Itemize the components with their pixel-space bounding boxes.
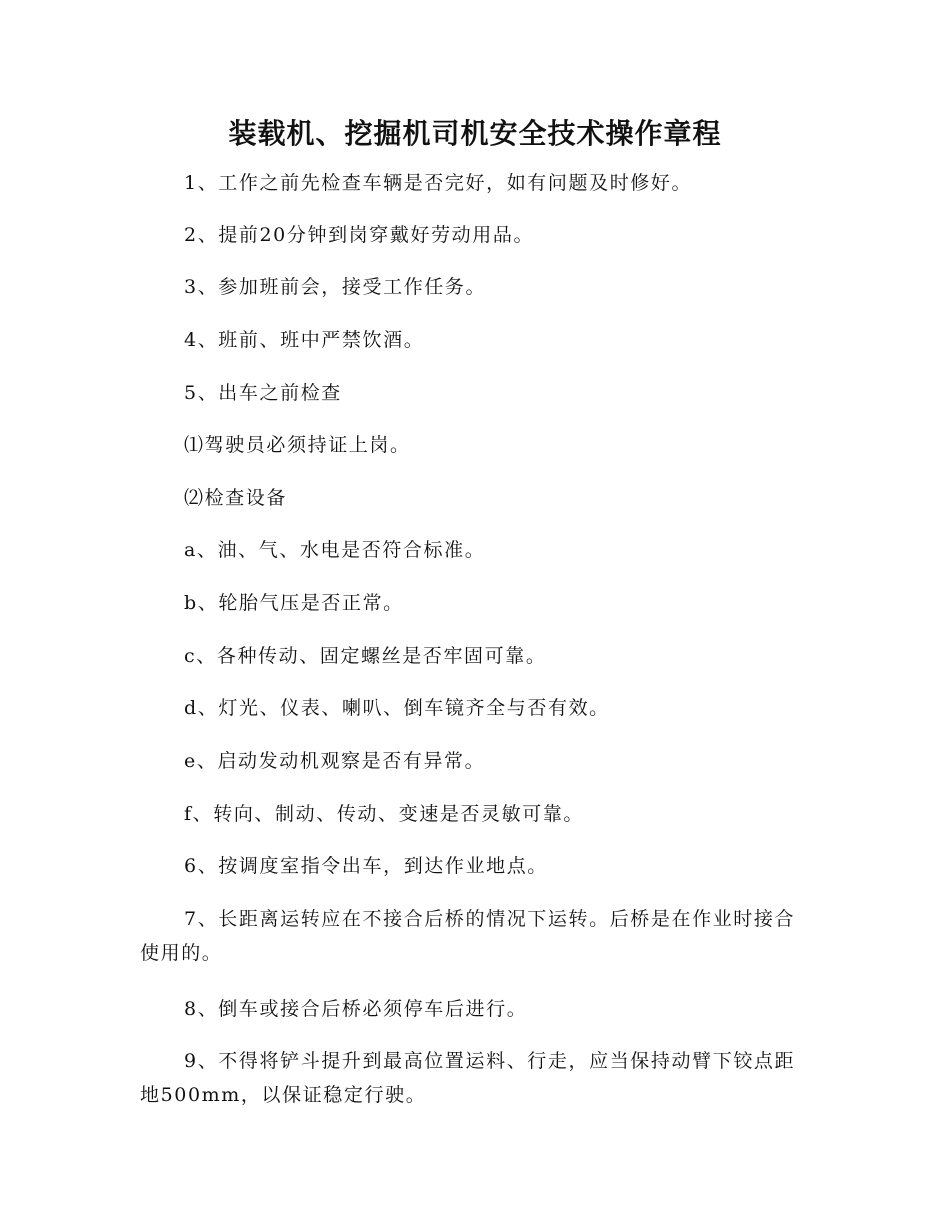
paragraph-6: 6、按调度室指令出车，到达作业地点。: [184, 855, 548, 877]
paragraph-8: 8、倒车或接合后桥必须停车后进行。: [184, 998, 528, 1020]
document-title: 装载机、挖掘机司机安全技术操作章程: [228, 117, 722, 150]
paragraph-4: 4、班前、班中严禁饮酒。: [184, 329, 425, 351]
check-item-f: f、转向、制动、传动、变速是否灵敏可靠。: [184, 803, 585, 825]
paragraph-3: 3、参加班前会，接受工作任务。: [184, 276, 487, 298]
paragraph-2: 2、提前20分钟到岗穿戴好劳动用品。: [184, 224, 535, 246]
check-item-c: c、各种传动、固定螺丝是否牢固可靠。: [184, 645, 547, 667]
paragraph-1: 1、工作之前先检查车辆是否完好，如有问题及时修好。: [184, 172, 693, 194]
paragraph-9: 9、不得将铲斗提升到最高位置运料、行走，应当保持动臂下铰点距地500mm，以保证稳定行驶。: [140, 1050, 796, 1106]
sub-item-1: ⑴驾驶员必须持证上岗。: [184, 434, 411, 456]
sub-item-2: ⑵检查设备: [184, 487, 288, 509]
check-item-b: b、轮胎气压是否正常。: [184, 592, 404, 614]
check-item-a: a、油、气、水电是否符合标准。: [184, 539, 486, 561]
check-item-d: d、灯光、仪表、喇叭、倒车镜齐全与否有效。: [184, 697, 610, 719]
check-item-e: e、启动发动机观察是否有异常。: [184, 750, 486, 772]
paragraph-5: 5、出车之前检查: [184, 382, 342, 404]
paragraph-7: 7、长距离运转应在不接合后桥的情况下运转。后桥是在作业时接合使用的。: [140, 908, 796, 964]
